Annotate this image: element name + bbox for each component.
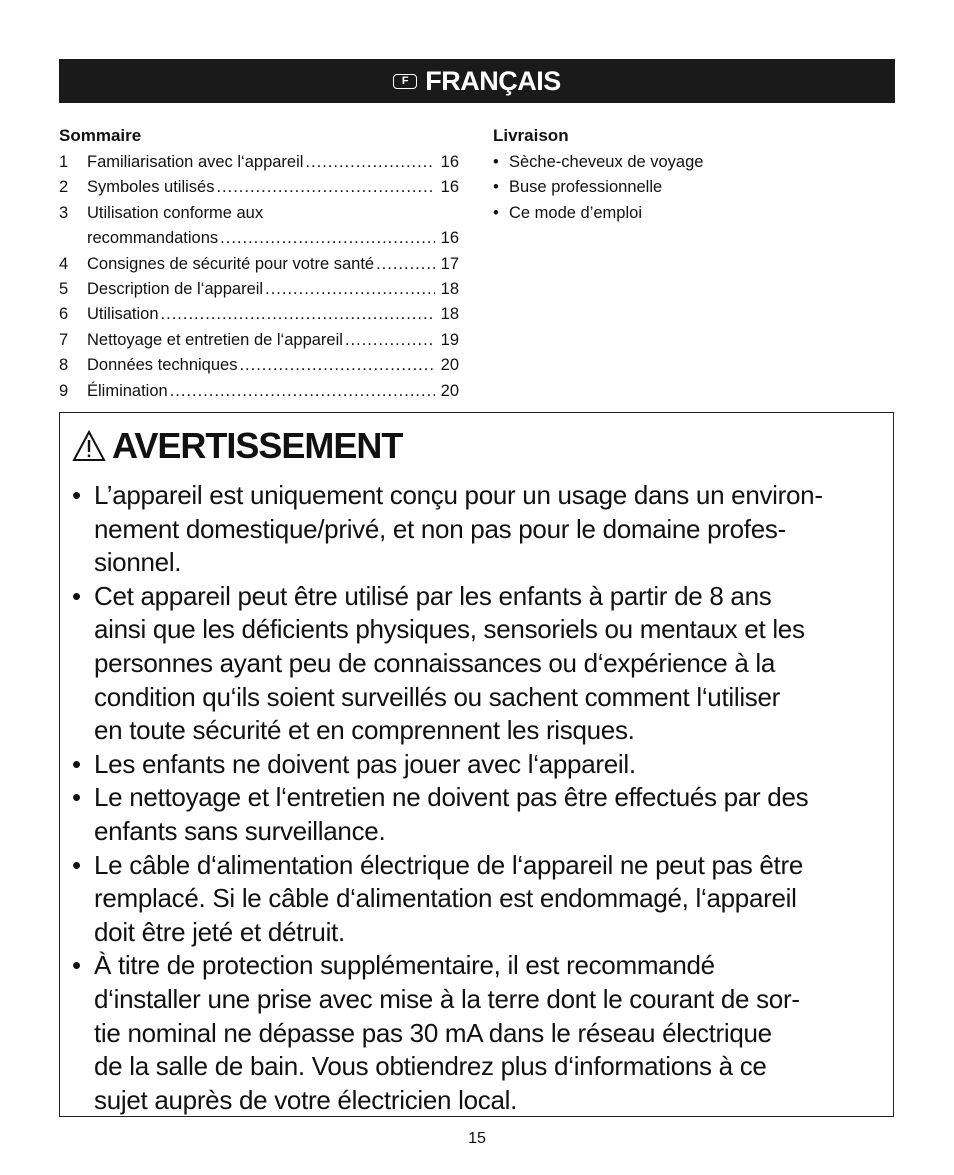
toc-entry [59, 277, 459, 302]
toc-leader-dots [161, 302, 435, 327]
toc-entry-page: 17 [440, 254, 459, 273]
toc-entry-page: 20 [440, 356, 459, 375]
delivery-section [493, 124, 893, 226]
warning-item-line: condition qu‘ils soient surveillés ou sachent comment l‘utiliser [94, 681, 781, 712]
toc-entry-number: 5 [59, 279, 69, 298]
warning-item-line: sionnel. [94, 547, 182, 578]
delivery-item-text: Ce mode d’emploi [509, 203, 642, 222]
toc-entry-title: Familiarisation avec l‘appareil [87, 153, 304, 171]
toc-entry-title: Nettoyage et entretien de l‘appareil [87, 330, 343, 349]
toc-leader-dots [216, 175, 435, 200]
delivery-item-text: Buse professionnelle [509, 178, 663, 197]
delivery-heading: Livraison [493, 126, 569, 145]
toc-entry [59, 252, 459, 277]
warning-list [72, 479, 887, 1117]
toc-entry-number: 9 [59, 381, 69, 400]
contents-list [59, 150, 459, 404]
toc-entry-title: Consignes de sécurité pour votre santé [87, 254, 375, 273]
toc-entry-title: Symboles utilisés [87, 178, 215, 197]
bullet-dot: • [493, 153, 499, 171]
table-of-contents [59, 124, 459, 404]
contents-heading: Sommaire [59, 126, 142, 145]
toc-leader-dots [265, 277, 435, 302]
toc-entry-page: 20 [440, 381, 459, 400]
warning-triangle-icon [72, 430, 106, 462]
toc-leader-dots [345, 328, 435, 353]
toc-entry-page: 18 [440, 279, 459, 298]
warning-item [72, 580, 887, 748]
warning-item-text [94, 479, 887, 580]
warning-item-line: enfants sans surveillance. [94, 815, 386, 846]
warning-item-line: personnes ayant peu de connaissances ou d‘expérience à la [94, 647, 776, 678]
bullet-dot: • [72, 480, 81, 510]
warning-title: AVERTISSEMENT [112, 425, 403, 466]
page-number: 15 [468, 1130, 486, 1147]
toc-entry [59, 379, 459, 404]
toc-entry [59, 175, 459, 200]
warning-item-text [94, 949, 887, 1117]
toc-entry-number: 7 [59, 330, 69, 349]
language-title: FRANÇAIS [425, 65, 561, 96]
toc-leader-dots [305, 150, 435, 175]
toc-entry-page: 16 [440, 178, 459, 197]
warning-item-line: L’appareil est uniquement conçu pour un usage dans un environ- [94, 480, 823, 510]
language-code-badge: F [393, 74, 417, 89]
bullet-dot: • [72, 950, 81, 981]
warning-item [72, 781, 887, 848]
warning-item-line: doit être jeté et détruit. [94, 916, 345, 947]
toc-leader-dots [170, 379, 435, 404]
toc-entry-continued [59, 226, 459, 251]
toc-entry-title: Données techniques [87, 356, 238, 375]
toc-leader-dots [376, 252, 435, 277]
toc-entry [59, 302, 459, 327]
warning-item-line: de la salle de bain. Vous obtiendrez plus d‘informations à ce [94, 1051, 767, 1082]
warning-item [72, 479, 887, 580]
bullet-dot: • [72, 782, 81, 813]
toc-entry-title: Utilisation conforme aux [87, 203, 264, 222]
warning-header [72, 425, 402, 467]
toc-entry-title-continued: recommandations [87, 229, 219, 248]
warning-item [72, 748, 887, 782]
bullet-dot: • [493, 178, 499, 197]
delivery-item [493, 175, 893, 200]
warning-box [59, 412, 894, 1117]
delivery-list [493, 150, 893, 226]
warning-item-line: en toute sécurité et en comprennent les risques. [94, 715, 635, 746]
toc-entry-page: 16 [440, 153, 459, 171]
toc-entry-page: 16 [440, 229, 459, 248]
warning-item-text [94, 580, 887, 748]
warning-item-line: d‘installer une prise avec mise à la terre dont le courant de sor- [94, 983, 800, 1014]
toc-entry-number: 1 [59, 153, 69, 171]
toc-entry-number: 4 [59, 254, 69, 273]
warning-item-line: nement domestique/privé, et non pas pour le domaine profes- [94, 513, 786, 544]
toc-entry [59, 353, 459, 378]
toc-entry [59, 150, 459, 175]
bullet-dot: • [493, 203, 499, 222]
language-header-bar [59, 59, 895, 103]
warning-item-line: Le câble d‘alimentation électrique de l‘appareil ne peut pas être [94, 849, 803, 880]
toc-entry-page: 19 [440, 330, 459, 349]
delivery-item-text: Sèche-cheveux de voyage [509, 153, 704, 171]
toc-entry [59, 201, 459, 226]
warning-item-line: remplacé. Si le câble d‘alimentation est endommagé, l‘appareil [94, 883, 797, 914]
warning-item-line: sujet auprès de votre électricien local. [94, 1084, 518, 1115]
warning-item-line: ainsi que les déficients physiques, sensoriels ou mentaux et les [94, 614, 805, 645]
toc-entry-title: Description de l‘appareil [87, 279, 264, 298]
toc-entry-number: 6 [59, 305, 69, 324]
toc-leader-dots [220, 226, 435, 251]
toc-entry [59, 328, 459, 353]
warning-item-text [94, 781, 887, 848]
warning-item [72, 849, 887, 950]
delivery-item [493, 150, 893, 175]
toc-entry-page: 18 [440, 305, 459, 324]
warning-item-line: À titre de protection supplémentaire, il est recommandé [94, 950, 715, 981]
warning-item-line: tie nominal ne dépasse pas 30 mA dans le réseau électrique [94, 1017, 772, 1048]
warning-item [72, 949, 887, 1117]
delivery-item [493, 201, 893, 226]
warning-item-line: Le nettoyage et l‘entretien ne doivent pas être effectués par des [94, 782, 809, 813]
bullet-dot: • [72, 849, 81, 880]
toc-entry-number: 2 [59, 178, 69, 197]
warning-item-text [94, 748, 887, 782]
toc-entry-title: Utilisation [87, 305, 159, 324]
toc-entry-number: 8 [59, 356, 69, 375]
warning-item-line: Les enfants ne doivent pas jouer avec l‘appareil. [94, 748, 636, 779]
warning-item-line: Cet appareil peut être utilisé par les enfants à partir de 8 ans [94, 580, 772, 611]
bullet-dot: • [72, 748, 81, 779]
bullet-dot: • [72, 580, 81, 611]
toc-leader-dots [239, 353, 435, 378]
toc-entry-number: 3 [59, 203, 69, 222]
toc-entry-title: Élimination [87, 381, 168, 400]
warning-item-text [94, 849, 887, 950]
